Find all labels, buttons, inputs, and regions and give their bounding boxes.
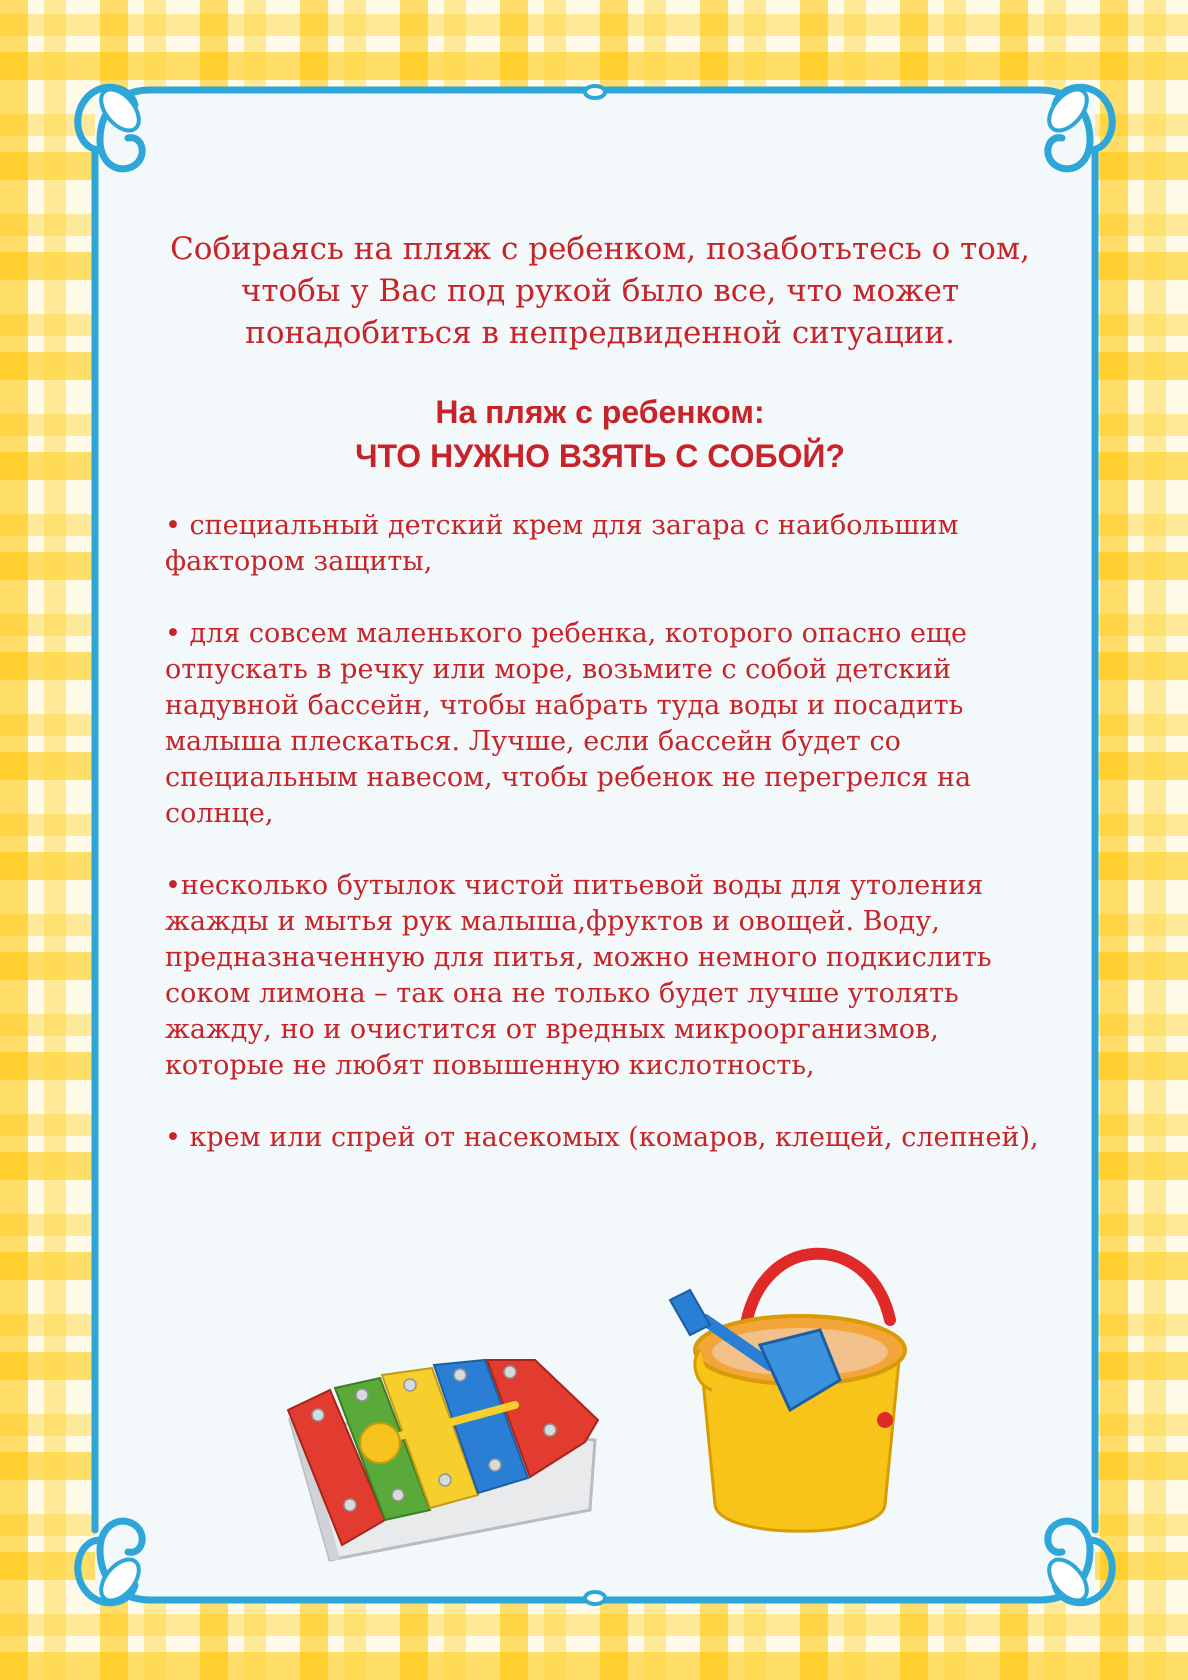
list-item: • крем или спрей от насекомых (комаров, клещей, слепней),	[165, 1122, 1039, 1153]
list-item: •несколько бутылок чистой питьевой воды для утоления жажды и мытья рук малыша,фруктов и овощей. Воду, предназначенную для питья, можно немного подкислить соком лимона – так она не только будет лучше утолять жажду, но и очистится от вредных микроорганизмов, которые не любят повышенную кислотность,	[165, 870, 992, 1081]
heading-line-1: На пляж с ребенком:	[435, 394, 765, 430]
heading-line-2: ЧТО НУЖНО ВЗЯТЬ С СОБОЙ?	[355, 438, 845, 474]
bucket-illustration	[670, 1254, 905, 1532]
list-item: • специальный детский крем для загара с наибольшим фактором защиты,	[165, 510, 959, 577]
intro-paragraph: Собираясь на пляж с ребенком, позаботьтесь о том, чтобы у Вас под рукой было все, что может понадобиться в непредвиденной ситуации.	[170, 231, 1030, 351]
xylophone-illustration	[288, 1360, 598, 1560]
list-item: • для совсем маленького ребенка, которого опасно еще отпускать в речку или море, возьмите с собой детский надувной бассейн, чтобы набрать туда воды и посадить малыша плескаться. Лучше, если бассейн будет со специальным навесом, чтобы ребенок не перегрелся на солнце,	[165, 618, 972, 829]
